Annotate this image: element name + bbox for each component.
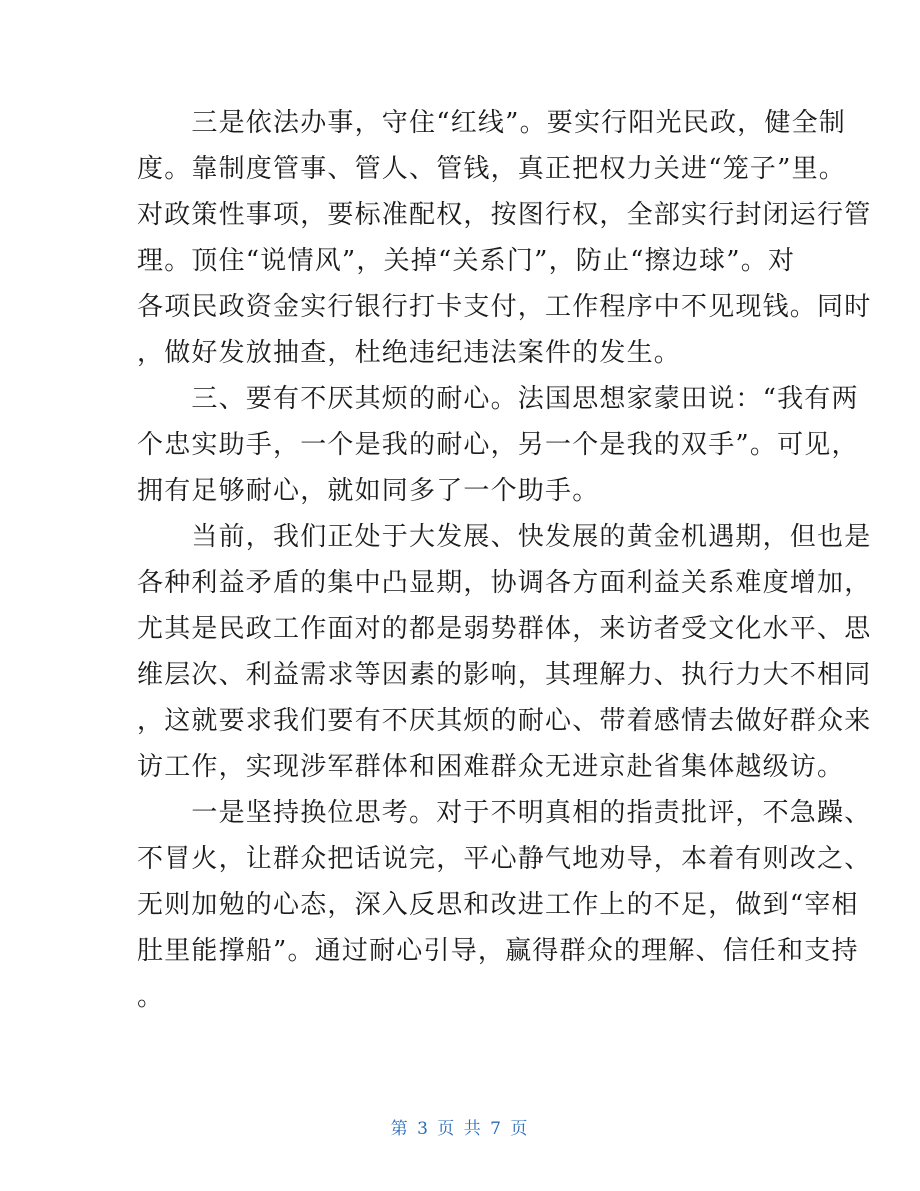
text-line: 三是依法办事，守住“红线”。要实行阳光民政，健全制 [137, 108, 846, 138]
text-line: 度。靠制度管事、管人、管钱，真正把权力关进“笼子”里。 [137, 154, 846, 184]
text-line: 访工作，实现涉军群体和困难群众无进京赴省集体越级访。 [137, 752, 845, 782]
text-line: 不冒火，让群众把话说完，平心静气地劝导，本着有则改之、 [137, 844, 872, 874]
text-line: 各种利益矛盾的集中凸显期，协调各方面利益关系难度增加， [137, 568, 872, 598]
text-line: 无则加勉的心态，深入反思和改进工作上的不足，做到“宰相 [137, 890, 859, 920]
text-line: 个忠实助手，一个是我的耐心，另一个是我的双手”。可见， [137, 430, 859, 460]
text-line: ，这就要求我们要有不厌其烦的耐心、带着感情去做好群众来 [137, 706, 872, 736]
text-line: 三、要有不厌其烦的耐心。法国思想家蒙田说：“我有两 [137, 384, 859, 414]
page-number-footer: 第 3 页 共 7 页 [390, 1119, 530, 1139]
text-line: 。 [137, 982, 165, 1012]
text-line: 维层次、利益需求等因素的影响，其理解力、执行力大不相同 [137, 660, 872, 690]
text-line: 当前，我们正处于大发展、快发展的黄金机遇期，但也是 [137, 522, 872, 552]
text-line: 一是坚持换位思考。对于不明真相的指责批评，不急躁、 [137, 798, 872, 828]
text-line: 尤其是民政工作面对的都是弱势群体，来访者受文化水平、思 [137, 614, 872, 644]
text-line: 拥有足够耐心，就如同多了一个助手。 [137, 476, 600, 506]
text-line: 对政策性事项，要标准配权，按图行权，全部实行封闭运行管 [137, 200, 872, 230]
text-line: 肚里能撑船”。通过耐心引导，赢得群众的理解、信任和支持 [137, 936, 859, 966]
text-line: 理。顶住“说情风”，关掉“关系门”，防止“擦边球”。对 [137, 246, 796, 276]
text-line: ，做好发放抽查，杜绝违纪违法案件的发生。 [137, 338, 682, 368]
text-line: 各项民政资金实行银行打卡支付，工作程序中不见现钱。同时 [137, 292, 872, 322]
